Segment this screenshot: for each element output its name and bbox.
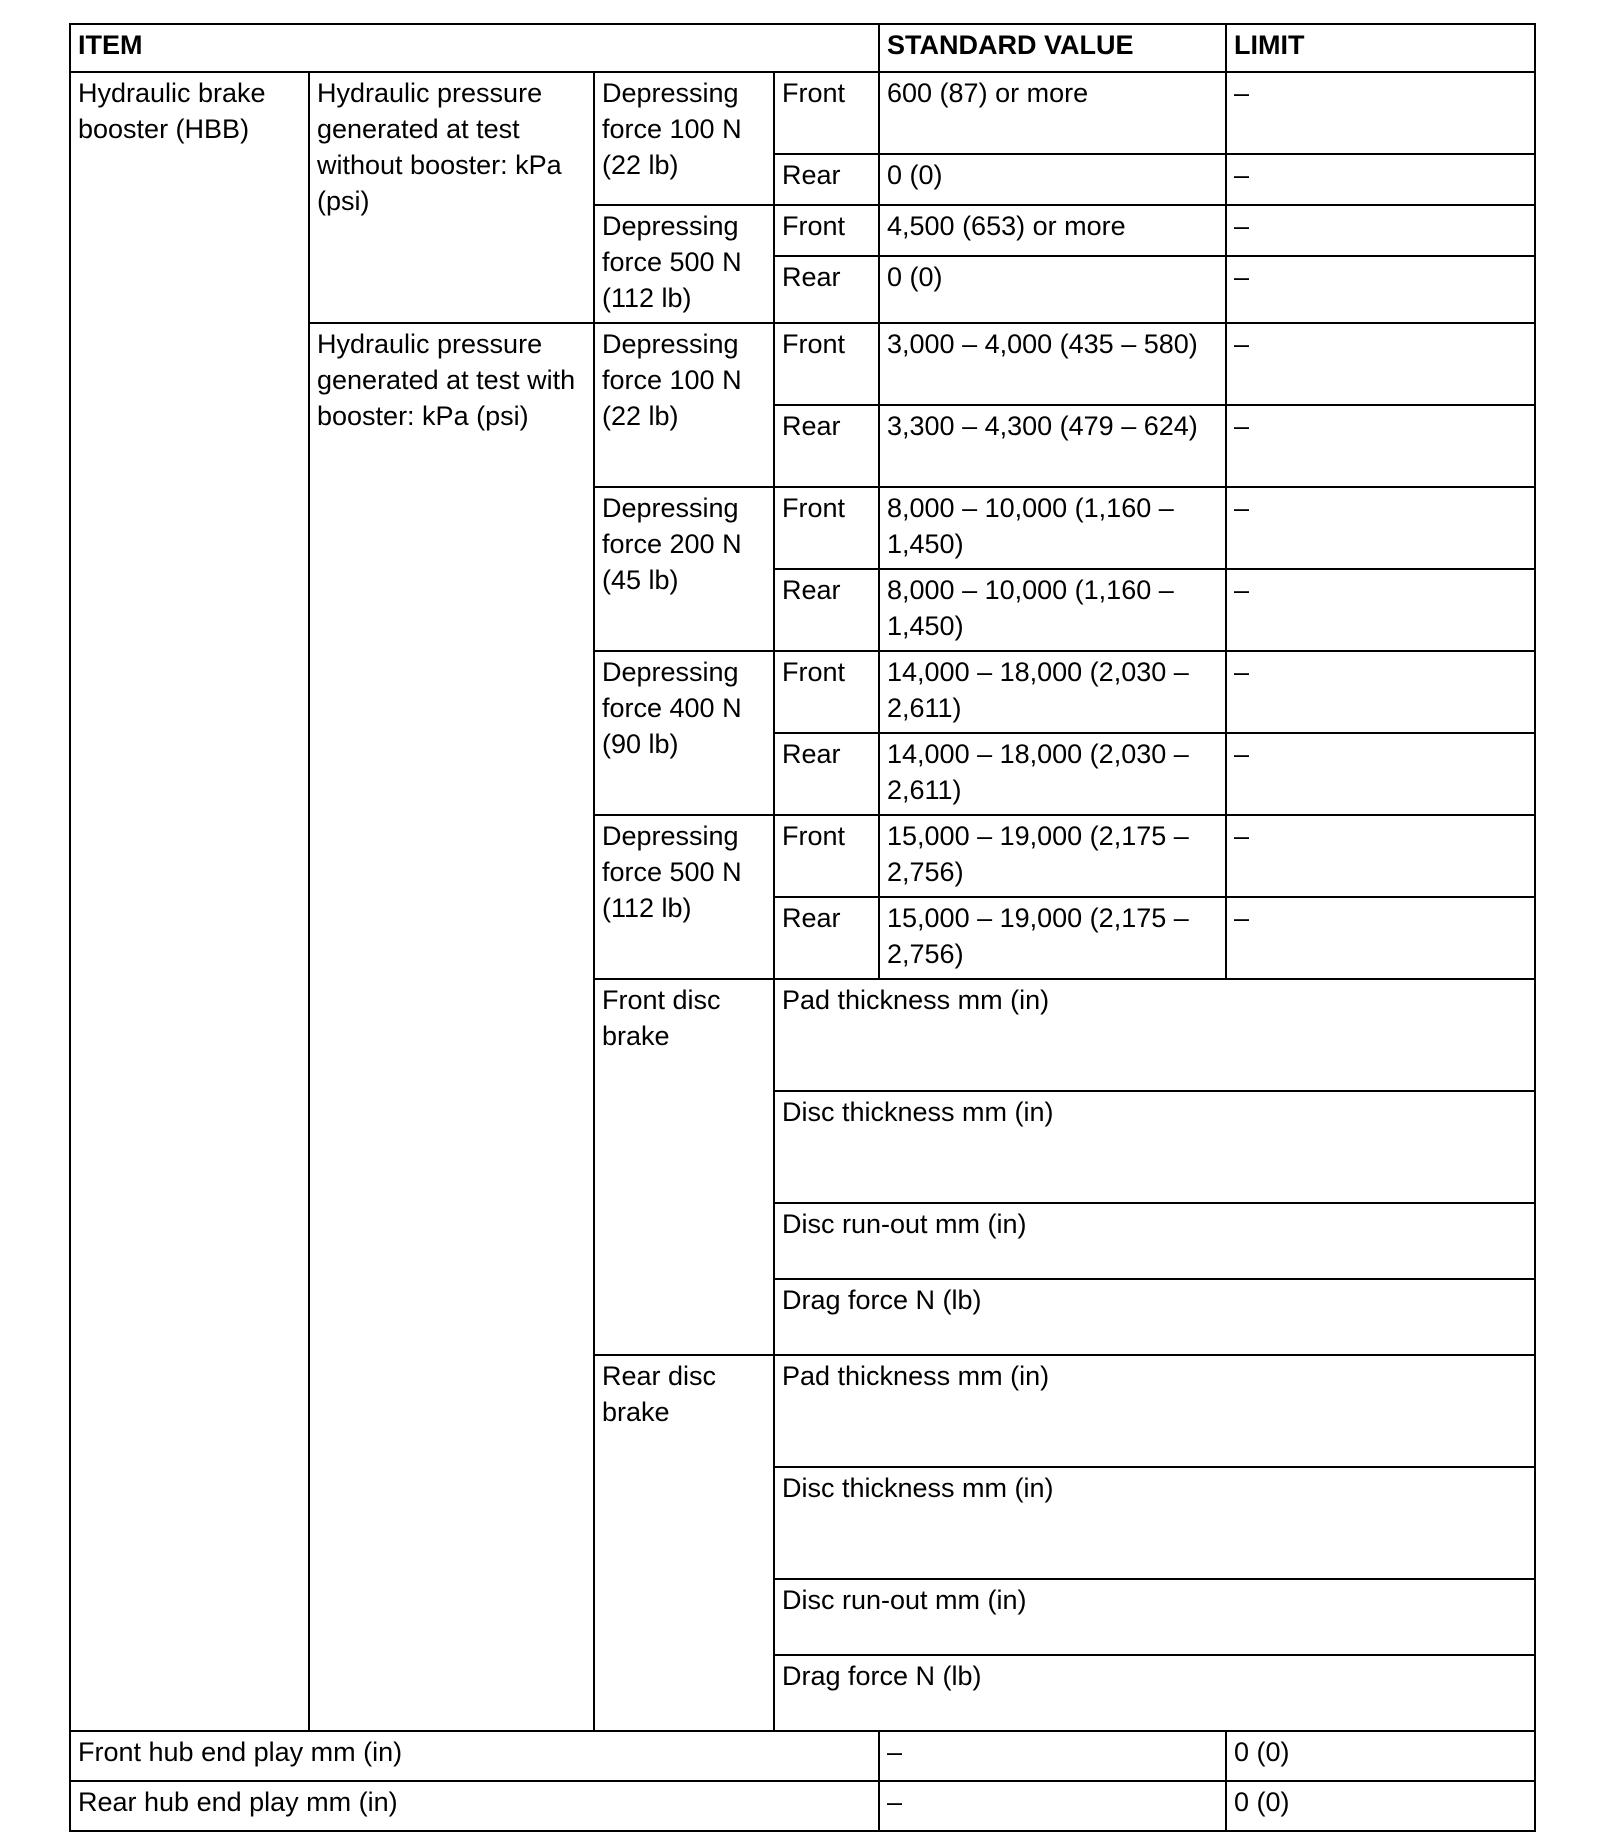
standard-cell: – [879, 1781, 1226, 1831]
limit-cell: – [1226, 256, 1535, 323]
standard-cell: 0 (0) [879, 154, 1226, 205]
item-cell: Pad thickness mm (in) [774, 979, 1535, 1091]
header-standard-value: STANDARD VALUE [879, 24, 1226, 72]
standard-cell: 14,000 – 18,000 (2,030 – 2,611) [879, 733, 1226, 815]
force-label: Depressing force 500 N (112 lb) [594, 205, 774, 323]
position-cell: Front [774, 205, 879, 256]
limit-cell: – [1226, 651, 1535, 733]
position-cell: Rear [774, 569, 879, 651]
item-cell: Front hub end play mm (in) [70, 1731, 879, 1781]
standard-cell: 3,000 – 4,000 (435 – 580) [879, 323, 1226, 405]
force-label: Depressing force 100 N (22 lb) [594, 323, 774, 487]
force-label: Depressing force 100 N (22 lb) [594, 72, 774, 205]
limit-cell: – [1226, 323, 1535, 405]
standard-cell: 0 (0) [879, 256, 1226, 323]
standard-cell: 3,300 – 4,300 (479 – 624) [879, 405, 1226, 487]
table-row [70, 72, 1535, 154]
limit-cell: 0 (0) [1226, 1781, 1535, 1831]
standard-cell: 600 (87) or more [879, 72, 1226, 154]
item-cell: Disc run-out mm (in) [774, 1579, 1535, 1655]
rear-disc-brake-label: Rear disc brake [594, 1355, 774, 1731]
item-cell: Drag force N (lb) [774, 1279, 1535, 1355]
limit-cell: – [1226, 897, 1535, 979]
position-cell: Front [774, 323, 879, 405]
limit-cell: – [1226, 405, 1535, 487]
position-cell: Rear [774, 897, 879, 979]
brake-spec-table [69, 23, 1536, 1832]
header-row [70, 24, 1535, 72]
limit-cell: – [1226, 72, 1535, 154]
table-row [70, 1731, 1535, 1781]
table-row [70, 1781, 1535, 1831]
item-cell: Rear hub end play mm (in) [70, 1781, 879, 1831]
position-cell: Front [774, 815, 879, 897]
item-cell: Disc run-out mm (in) [774, 1203, 1535, 1279]
item-cell: Disc thickness mm (in) [774, 1091, 1535, 1203]
item-cell: Drag force N (lb) [774, 1655, 1535, 1731]
position-cell: Front [774, 72, 879, 154]
force-label: Depressing force 500 N (112 lb) [594, 815, 774, 979]
limit-cell: 0 (0) [1226, 1731, 1535, 1781]
standard-cell: 15,000 – 19,000 (2,175 – 2,756) [879, 897, 1226, 979]
standard-cell: 14,000 – 18,000 (2,030 – 2,611) [879, 651, 1226, 733]
standard-cell: 8,000 – 10,000 (1,160 – 1,450) [879, 487, 1226, 569]
position-cell: Rear [774, 405, 879, 487]
standard-cell: – [879, 1731, 1226, 1781]
item-cell: Pad thickness mm (in) [774, 1355, 1535, 1467]
front-disc-brake-label: Front disc brake [594, 979, 774, 1355]
limit-cell: – [1226, 154, 1535, 205]
without-booster-label: Hydraulic pressure generated at test without booster: kPa (psi) [309, 72, 594, 323]
header-limit: LIMIT [1226, 24, 1535, 72]
force-label: Depressing force 400 N (90 lb) [594, 651, 774, 815]
item-cell: Disc thickness mm (in) [774, 1467, 1535, 1579]
standard-cell: 4,500 (653) or more [879, 205, 1226, 256]
limit-cell: – [1226, 487, 1535, 569]
header-item: ITEM [70, 24, 879, 72]
position-cell: Rear [774, 733, 879, 815]
limit-cell: – [1226, 569, 1535, 651]
position-cell: Front [774, 487, 879, 569]
hbb-label: Hydraulic brake booster (HBB) [70, 72, 309, 1731]
position-cell: Rear [774, 256, 879, 323]
position-cell: Rear [774, 154, 879, 205]
position-cell: Front [774, 651, 879, 733]
standard-cell: 8,000 – 10,000 (1,160 – 1,450) [879, 569, 1226, 651]
limit-cell: – [1226, 733, 1535, 815]
standard-cell: 15,000 – 19,000 (2,175 – 2,756) [879, 815, 1226, 897]
limit-cell: – [1226, 815, 1535, 897]
limit-cell: – [1226, 205, 1535, 256]
with-booster-label: Hydraulic pressure generated at test with booster: kPa (psi) [309, 323, 594, 1731]
force-label: Depressing force 200 N (45 lb) [594, 487, 774, 651]
